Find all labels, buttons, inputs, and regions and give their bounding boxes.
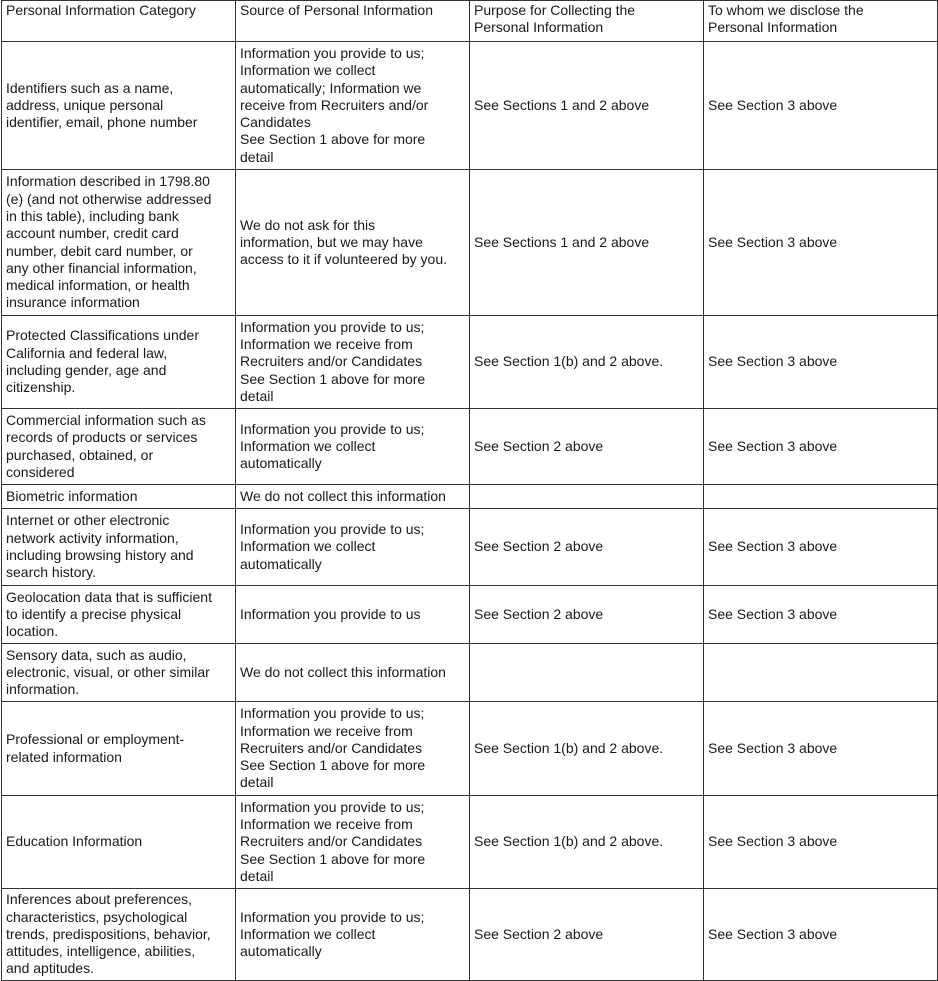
cell-purpose: See Section 1(b) and 2 above. [470,316,704,409]
cell-source: Information you provide to us; Information we receive from Recruiters and/or Candidates See Section 1 above for more detail [236,316,470,409]
cell-category: Protected Classifications under California and federal law, including gender, age and citizenship. [2,316,236,409]
cell-source: Information you provide to us; Information we collect automatically [236,409,470,485]
cell-category: Biometric information [2,485,236,509]
cell-disclosure: See Section 3 above [704,889,938,981]
table-row [2,702,938,796]
table-row [2,42,938,170]
cell-category: Information described in 1798.80 (e) (and not otherwise addressed in this table), including bank account number, credit card number, debit card number, or any other financial information, medical information, or health insurance information [2,170,236,316]
table-row [2,316,938,409]
cell-purpose: See Section 2 above [470,409,704,485]
cell-source: Information you provide to us; Information we collect automatically [236,509,470,586]
table-row [2,796,938,889]
table-row [2,170,938,316]
table-row [2,889,938,981]
cell-disclosure: See Section 3 above [704,702,938,796]
cell-source: We do not collect this information [236,485,470,509]
cell-category: Professional or employment- related information [2,702,236,796]
cell-source: We do not collect this information [236,644,470,702]
header-category: Personal Information Category [2,1,236,42]
cell-disclosure [704,644,938,702]
cell-purpose: See Section 1(b) and 2 above. [470,796,704,889]
cell-purpose: See Section 2 above [470,889,704,981]
cell-category: Commercial information such as records of products or services purchased, obtained, or considered [2,409,236,485]
cell-disclosure: See Section 3 above [704,796,938,889]
cell-category: Identifiers such as a name, address, unique personal identifier, email, phone number [2,42,236,170]
header-purpose: Purpose for Collecting the Personal Information [470,1,704,42]
header-disclosure: To whom we disclose the Personal Information [704,1,938,42]
cell-category: Education Information [2,796,236,889]
header-source: Source of Personal Information [236,1,470,42]
cell-disclosure: See Section 3 above [704,42,938,170]
cell-disclosure: See Section 3 above [704,316,938,409]
cell-disclosure [704,485,938,509]
cell-category: Geolocation data that is sufficient to identify a precise physical location. [2,586,236,644]
cell-purpose: See Section 2 above [470,586,704,644]
personal-information-table [1,0,938,981]
cell-purpose: See Sections 1 and 2 above [470,42,704,170]
table-row [2,644,938,702]
cell-purpose [470,644,704,702]
cell-disclosure: See Section 3 above [704,586,938,644]
cell-purpose [470,485,704,509]
cell-source: Information you provide to us; Information we collect automatically; Information we receive from Recruiters and/or Candidates See Section 1 above for more detail [236,42,470,170]
cell-purpose: See Sections 1 and 2 above [470,170,704,316]
cell-category: Sensory data, such as audio, electronic, visual, or other similar information. [2,644,236,702]
cell-disclosure: See Section 3 above [704,409,938,485]
table-row [2,586,938,644]
cell-source: We do not ask for this information, but we may have access to it if volunteered by you. [236,170,470,316]
cell-disclosure: See Section 3 above [704,509,938,586]
cell-category: Internet or other electronic network activity information, including browsing history and search history. [2,509,236,586]
cell-disclosure: See Section 3 above [704,170,938,316]
table-row [2,485,938,509]
cell-source: Information you provide to us [236,586,470,644]
cell-source: Information you provide to us; Information we receive from Recruiters and/or Candidates See Section 1 above for more detail [236,702,470,796]
table-row [2,509,938,586]
table-row [2,409,938,485]
cell-purpose: See Section 1(b) and 2 above. [470,702,704,796]
cell-source: Information you provide to us; Information we collect automatically [236,889,470,981]
cell-purpose: See Section 2 above [470,509,704,586]
cell-source: Information you provide to us; Information we receive from Recruiters and/or Candidates See Section 1 above for more detail [236,796,470,889]
table-header-row [2,1,938,42]
cell-category: Inferences about preferences, characteristics, psychological trends, predispositions, behavior, attitudes, intelligence, abilities, and aptitudes. [2,889,236,981]
